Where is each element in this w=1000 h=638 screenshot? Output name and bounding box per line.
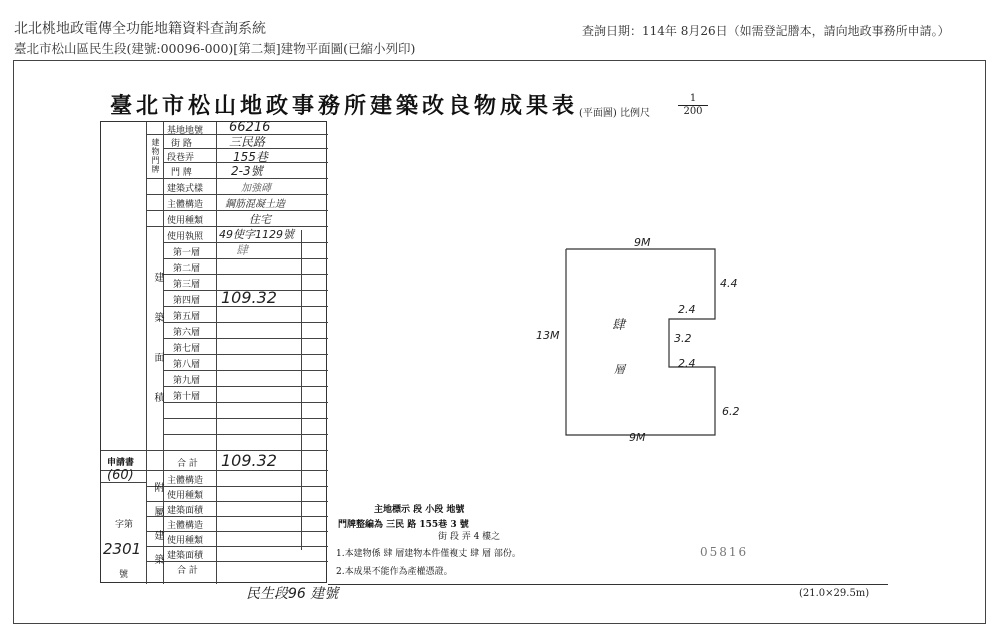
dim-left: 13M <box>536 329 560 342</box>
dim-notch-side: 3.2 <box>674 332 692 345</box>
label-base-lot: 基地地號 <box>167 126 204 136</box>
floor-2: 第二層 <box>173 264 201 274</box>
annex-area-1: 建築面積 <box>167 506 204 516</box>
annex-area-2: 建築面積 <box>167 551 204 561</box>
label-lane: 段巷弄 <box>167 153 195 163</box>
hw-road: 三民路 <box>229 135 266 149</box>
dim-right-upper: 4.4 <box>720 277 738 290</box>
floor-3: 第三層 <box>173 280 201 290</box>
hw-total: 109.32 <box>221 451 277 470</box>
floor-10: 第十層 <box>173 392 201 402</box>
dim-bottom: 9M <box>629 431 646 444</box>
hw-style: 加強磚 <box>241 183 271 194</box>
system-title: 北北桃地政電傳全功能地籍資料查詢系統 <box>14 21 266 37</box>
label-total: 合 計 <box>177 459 198 469</box>
hw-lot: 66216 <box>229 120 271 135</box>
plan-label-b: 層 <box>614 363 625 376</box>
hw-applicant-no: (60) <box>107 468 134 483</box>
label-use-license: 使用執照 <box>167 232 204 242</box>
label-building-number: 建物門牌 <box>151 138 160 174</box>
location-line-1: 主地標示 段 小段 地號 <box>374 505 465 515</box>
label-applicant: 申請書 <box>107 458 135 468</box>
dim-notch-top: 2.4 <box>678 303 696 316</box>
paper-size: (21.0×29.5m) <box>799 588 870 599</box>
plan-label-a: 肆 <box>612 318 626 333</box>
dim-right-lower: 6.2 <box>722 405 740 418</box>
hw-structure: 鋼筋混凝土造 <box>225 199 285 210</box>
hw-use: 住宅 <box>249 213 271 226</box>
scale-numerator: 1 <box>678 93 708 106</box>
label-no: 號 <box>119 570 129 580</box>
stamp-number: 05816 <box>700 545 749 559</box>
floor-6: 第六層 <box>173 328 201 338</box>
label-annex-side: 附屬建築 <box>152 482 163 578</box>
annex-use-1: 使用種類 <box>167 491 204 501</box>
floor-7: 第七層 <box>173 344 201 354</box>
location-line-2: 門牌整編為 三民 路 155巷 3 號 <box>338 520 469 530</box>
dim-top: 9M <box>634 236 651 249</box>
label-style: 建築式樣 <box>167 184 204 194</box>
annex-total: 合 計 <box>177 566 198 576</box>
document-subtitle: 臺北市松山區民生段(建號:00096-000)[第二類]建物平面圖(已縮小列印) <box>14 41 416 56</box>
label-structure: 主體構造 <box>167 200 204 210</box>
label-use-type: 使用種類 <box>167 216 204 226</box>
location-line-3: 街 段 弄 4 樓之 <box>438 532 501 542</box>
note-2: 2.本成果不能作為產權憑證。 <box>336 567 453 577</box>
floor-9: 第九層 <box>173 376 201 386</box>
hw-floor4: 109.32 <box>221 288 277 307</box>
annex-use-2: 使用種類 <box>167 536 204 546</box>
hw-word-no: 2301 <box>103 540 142 558</box>
annex-structure-1: 主體構造 <box>167 476 204 486</box>
hw-lane: 155巷 <box>233 150 268 164</box>
scale-label: (平面圖) 比例尺 <box>579 108 650 119</box>
hw-footer: 民生段96 建號 <box>246 586 339 602</box>
scale-denominator: 200 <box>683 106 703 117</box>
document-frame <box>13 60 986 624</box>
floor-plan-outline <box>566 249 715 435</box>
note-1: 1.本建物係 肆 層建物本件僅複丈 肆 層 部份。 <box>336 549 521 559</box>
hw-license: 49使字1129號 <box>219 228 294 241</box>
floor-8: 第八層 <box>173 360 201 370</box>
floor-5: 第五層 <box>173 312 201 322</box>
hw-door: 2-3號 <box>231 164 263 178</box>
query-date: 查詢日期：114年 8月26日（如需登記謄本，請向地政事務所申請。） <box>582 24 950 38</box>
document-title: 臺北市松山地政事務所建築改良物成果表 <box>110 93 579 119</box>
label-door: 門 牌 <box>171 168 192 178</box>
annex-structure-2: 主體構造 <box>167 521 204 531</box>
floor-1: 第一層 <box>173 248 201 258</box>
dim-notch-bottom: 2.4 <box>678 357 696 370</box>
bottom-rule <box>328 584 888 585</box>
label-word-no: 字第 <box>115 520 134 530</box>
hw-floor1: 肆 <box>236 243 249 257</box>
label-road: 街 路 <box>171 139 192 149</box>
label-area-side: 建築面積 <box>152 272 163 432</box>
floor-4: 第四層 <box>173 296 201 306</box>
